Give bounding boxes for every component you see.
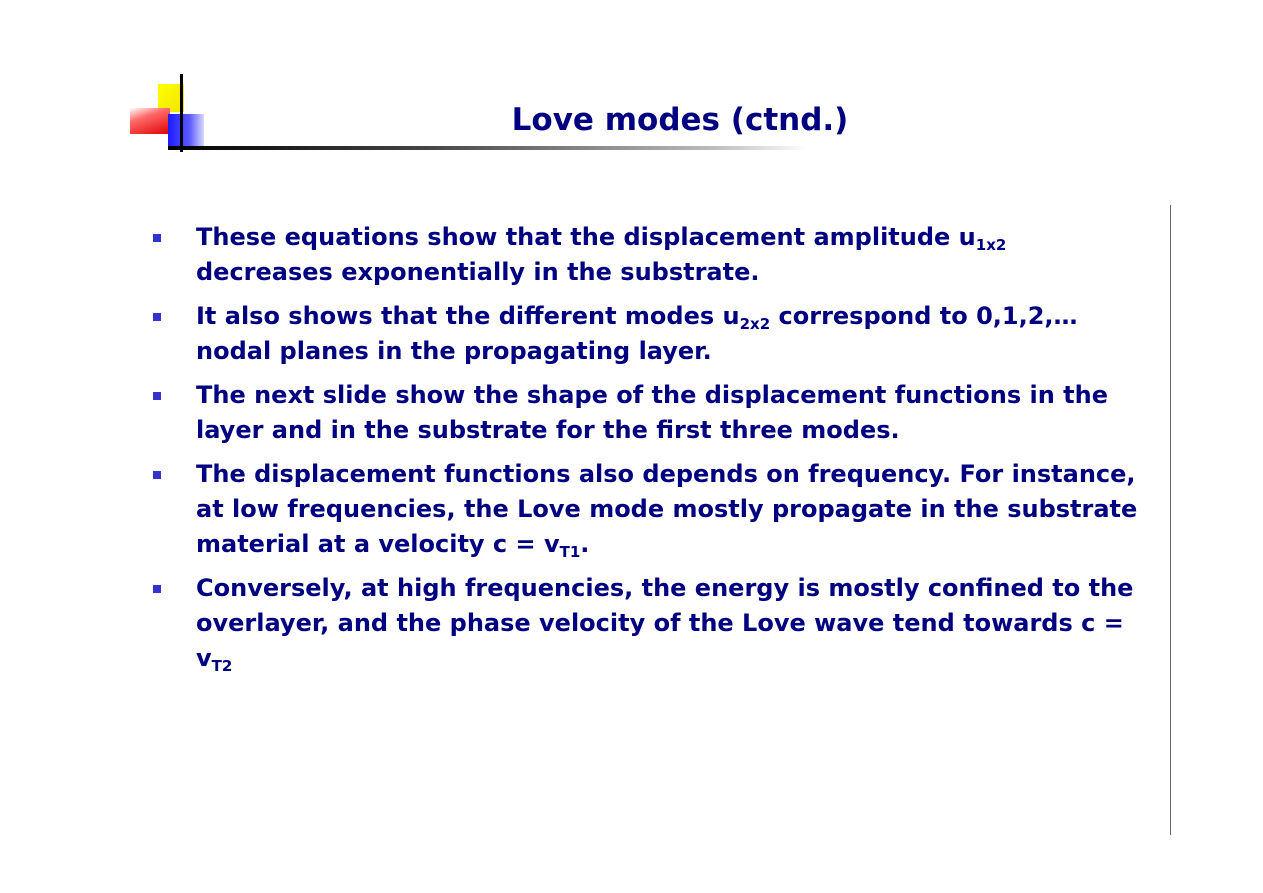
square-bullet-icon [153, 234, 161, 242]
bullet-text-segment: The next slide show the shape of the displacement functions in the layer and in the substrate for the first three modes. [196, 381, 1108, 444]
bullet-text-segment: These equations show that the displacement amplitude u [196, 223, 976, 251]
square-bullet-icon [153, 471, 161, 479]
slide-title: Love modes (ctnd.) [511, 102, 849, 138]
bullet-text-segment: It also shows that the different modes u [196, 302, 740, 330]
square-bullet-icon [153, 585, 161, 593]
subscript: 1x2 [975, 236, 1007, 254]
bullet-text [196, 223, 1006, 286]
title-underline [168, 146, 808, 150]
bullet-text [196, 574, 1134, 675]
bullet-item [150, 378, 1150, 448]
square-bullet-icon [153, 392, 161, 400]
bullet-item [150, 220, 1150, 290]
bullet-text-segment: The displacement functions also depends on frequency. For instance, at low frequencies, the Love mode mostly propagate in the substrate material at a velocity c = v [196, 460, 1138, 558]
bullet-text-segment: Conversely, at high frequencies, the energy is mostly confined to the overlayer, and the phase velocity of the Love wave tend towards c = v [196, 574, 1134, 672]
subscript: 2x2 [739, 315, 771, 333]
slide-logo-icon [130, 74, 220, 156]
logo-blue-square [168, 114, 204, 150]
bullet-text [196, 302, 1078, 365]
subscript: T2 [211, 657, 233, 675]
bullet-list [150, 220, 1150, 685]
bullet-item [150, 457, 1150, 562]
bullet-text-segment: . [580, 530, 590, 558]
bullet-text [196, 381, 1108, 444]
subscript: T1 [559, 543, 581, 561]
bullet-text [196, 460, 1138, 561]
bullet-item [150, 571, 1150, 676]
square-bullet-icon [153, 313, 161, 321]
right-divider [1170, 205, 1171, 835]
bullet-text-segment: correspond to 0,1,2,… nodal planes in the propagating layer. [196, 302, 1078, 365]
bullet-text-segment: decreases exponentially in the substrate. [196, 258, 760, 286]
bullet-item [150, 299, 1150, 369]
logo-red-square [130, 108, 170, 134]
logo-vertical-line [180, 74, 183, 152]
